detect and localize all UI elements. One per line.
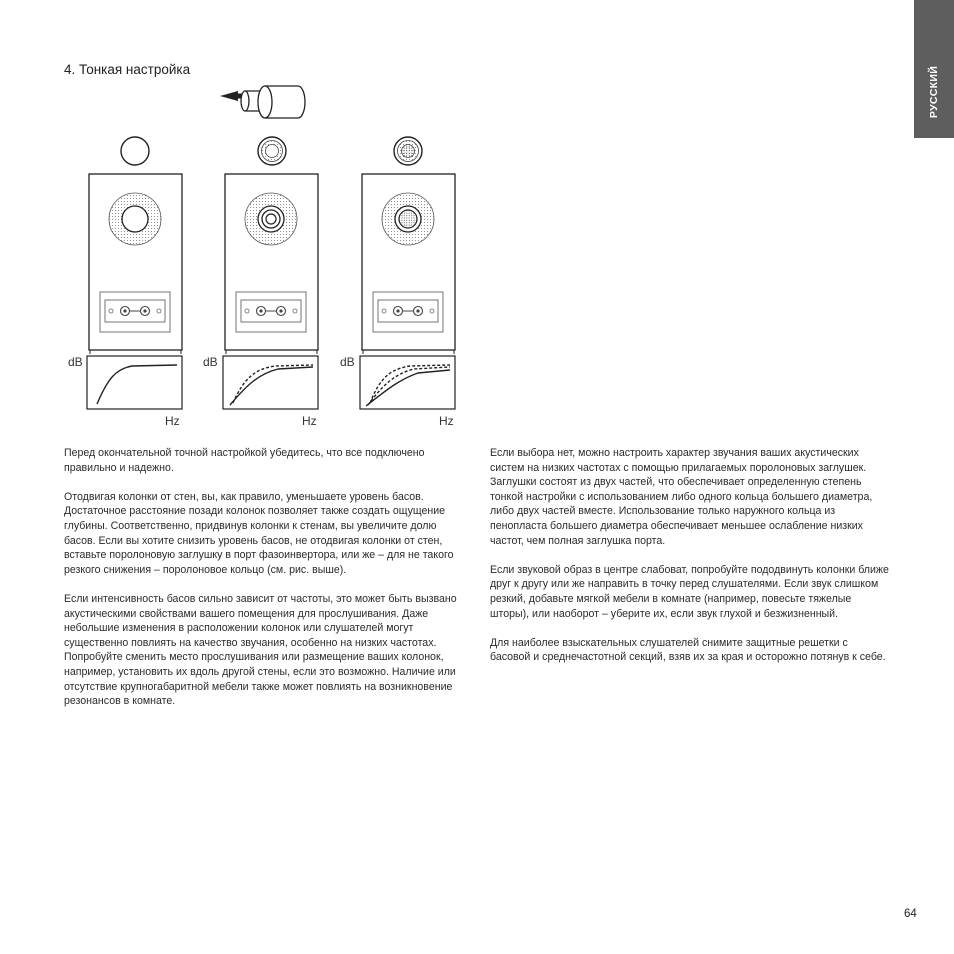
port-open-icon xyxy=(121,137,149,165)
port-full-plug-icon xyxy=(394,137,422,165)
left-text-column xyxy=(64,446,464,723)
response-graph-ring-plug xyxy=(203,355,318,428)
graph-x-label: Hz xyxy=(439,414,454,428)
port-ring-plug-icon xyxy=(258,137,286,165)
speaker-rear-open xyxy=(89,174,182,354)
speaker-rear-ring-plug xyxy=(225,174,318,354)
paragraph: Отодвигая колонки от стен, вы, как правило, уменьшаете уровень басов. Достаточное расстояние позади колонок позволяет также создать ощущение глубины. Соответственно, придвинув колонки к стенам, вы увеличите долю басов. Если вы хотите снизить уровень басов, не отодвигая колонки от стен, вставьте поролоновую заглушку в порт фазоинвертора, или же – для не такого резкого снижения – поролоновое кольцо (см. рис. выше). xyxy=(64,490,454,576)
graph-x-label: Hz xyxy=(302,414,317,428)
language-tab-label: РУССКИЙ xyxy=(928,65,940,119)
section-title: 4. Тонкая настройка xyxy=(64,62,191,77)
paragraph: Для наиболее взыскательных слушателей снимите защитные решетки с басовой и среднечастотной секций, взяв их за края и осторожно потянув к себе. xyxy=(490,636,886,664)
paragraph: Если звуковой образ в центре слабоват, попробуйте пододвинуть колонки ближе друг к другу или же направить в точку перед слушателями. Если звук слишком резкий, добавьте мягкой мебели в комнате (например, повесьте тяжелые шторы), или наоборот – уберите их, если звук глухой и безжизненный. xyxy=(490,563,889,620)
graph-y-label: dB xyxy=(340,355,355,369)
paragraph: Если интенсивность басов сильно зависит от частоты, это может быть вызвано акустическими свойствами вашего помещения для прослушивания. Даже небольшие изменения в расположении колонок или слушателей могут существенно повлиять на качество звучания, особенно на низких частотах. Попробуйте сменить место прослушивания или размещение ваших колонок, например, установить их вдоль другой стены, если это возможно. Наличие или отсутствие крупногабаритной мебели также может повлиять на возникновение резонансов в комнате. xyxy=(64,592,457,708)
graph-y-label: dB xyxy=(68,355,83,369)
page-number: 64 xyxy=(904,908,917,920)
graph-y-label: dB xyxy=(203,355,218,369)
response-graph-full-plug xyxy=(340,355,455,428)
response-graph-open xyxy=(68,355,182,428)
paragraph: Если выбора нет, можно настроить характер звучания ваших акустических систем на низких частотах с помощью прилагаемых поролоновых заглушек. Заглушки состоят из двух частей, что обеспечивает определенную степень тонкой настройки с использованием либо одного кольца большего диаметра, либо двух частей вместе. Использование только наружного кольца из пенопласта большего диаметра обеспечивает меньшее ослабление низких частот, чем полная заглушка порта. xyxy=(490,447,873,547)
paragraph: Перед окончательной точной настройкой убедитесь, что все подключено правильно и надежно. xyxy=(64,447,425,474)
fine-tuning-figure xyxy=(60,80,480,430)
right-text-column xyxy=(490,446,890,680)
graph-x-label: Hz xyxy=(165,414,180,428)
foam-plug-icon xyxy=(220,86,305,118)
speaker-rear-full-plug xyxy=(362,174,455,354)
